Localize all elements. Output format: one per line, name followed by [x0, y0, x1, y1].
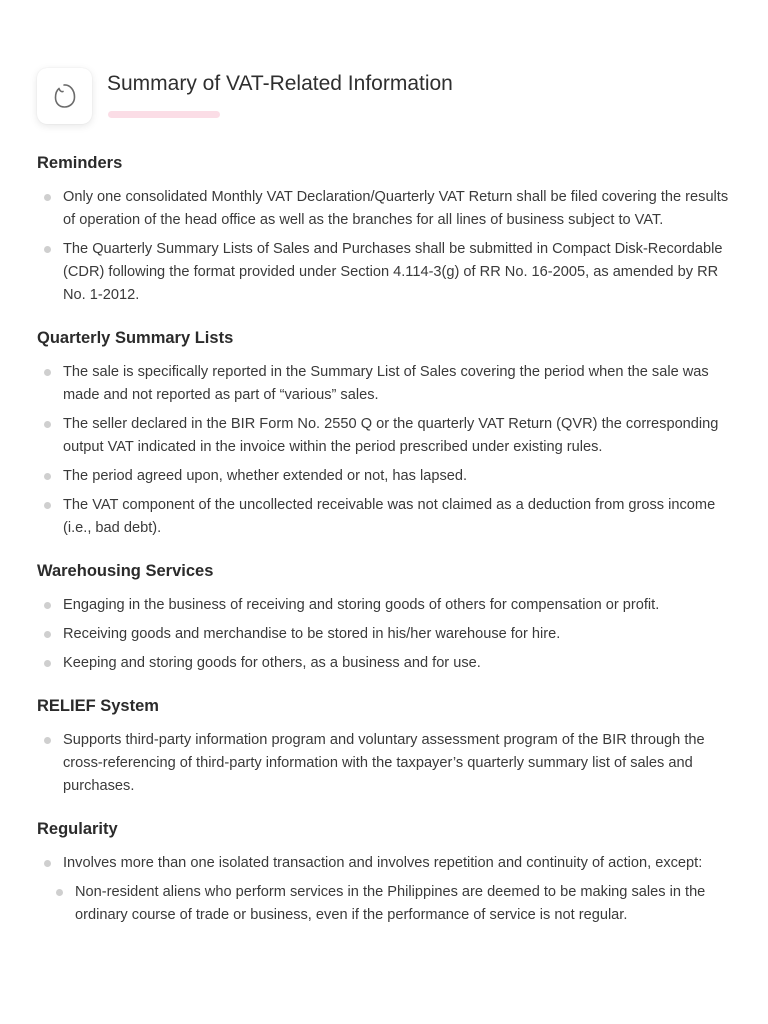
- bullet-list: [37, 852, 737, 875]
- section-heading: Regularity: [37, 820, 118, 838]
- list-item: The period agreed upon, whether extended or not, has lapsed.: [37, 465, 737, 488]
- section-heading: RELIEF System: [37, 697, 159, 715]
- list-item: The sale is specifically reported in the Summary List of Sales covering the period when the sale was made and not reported as part of “various” sales.: [37, 361, 737, 407]
- header: [37, 68, 737, 128]
- title-underline: [108, 111, 220, 118]
- section-regularity: [37, 816, 737, 927]
- sub-list-item: Non-resident aliens who perform services in the Philippines are deemed to be making sales in the ordinary course of trade or business, even if the performance of service is not regular.: [49, 881, 737, 927]
- section-warehousing-services: [37, 558, 737, 675]
- list-item: The VAT component of the uncollected receivable was not claimed as a deduction from gross income (i.e., bad debt).: [37, 494, 737, 540]
- bullet-list: [37, 186, 737, 307]
- section-heading: Quarterly Summary Lists: [37, 329, 234, 347]
- sub-bullet-list: [49, 881, 737, 927]
- list-item: Receiving goods and merchandise to be stored in his/her warehouse for hire.: [37, 623, 737, 646]
- bullet-list: [37, 594, 737, 675]
- section-quarterly-summary-lists: [37, 325, 737, 540]
- list-item: The Quarterly Summary Lists of Sales and Purchases shall be submitted in Compact Disk-Recordable (CDR) following the format provided under Section 4.114-3(g) of RR No. 16-2005, as amended by RR No. 1-2012.: [37, 238, 737, 307]
- page-title: Summary of VAT-Related Information: [107, 72, 453, 95]
- bullet-list: [37, 361, 737, 540]
- bullet-list: [37, 729, 737, 798]
- list-item: Supports third-party information program and voluntary assessment program of the BIR through the cross-referencing of third-party information with the taxpayer’s quarterly summary list of sales and purchases.: [37, 729, 737, 798]
- list-item: Only one consolidated Monthly VAT Declaration/Quarterly VAT Return shall be filed covering the results of operation of the head office as well as the branches for all lines of business subject to VAT.: [37, 186, 737, 232]
- egg-icon: [53, 83, 77, 109]
- section-relief-system: [37, 693, 737, 798]
- list-item: Engaging in the business of receiving and storing goods of others for compensation or profit.: [37, 594, 737, 617]
- content: [37, 150, 737, 945]
- section-heading: Reminders: [37, 154, 123, 172]
- list-item: Keeping and storing goods for others, as a business and for use.: [37, 652, 737, 675]
- section-heading: Warehousing Services: [37, 562, 214, 580]
- section-reminders: [37, 150, 737, 307]
- list-item: The seller declared in the BIR Form No. 2550 Q or the quarterly VAT Return (QVR) the corresponding output VAT indicated in the invoice within the period prescribed under existing rules.: [37, 413, 737, 459]
- header-icon-box: [37, 68, 92, 124]
- list-item: Involves more than one isolated transaction and involves repetition and continuity of action, except:: [37, 852, 737, 875]
